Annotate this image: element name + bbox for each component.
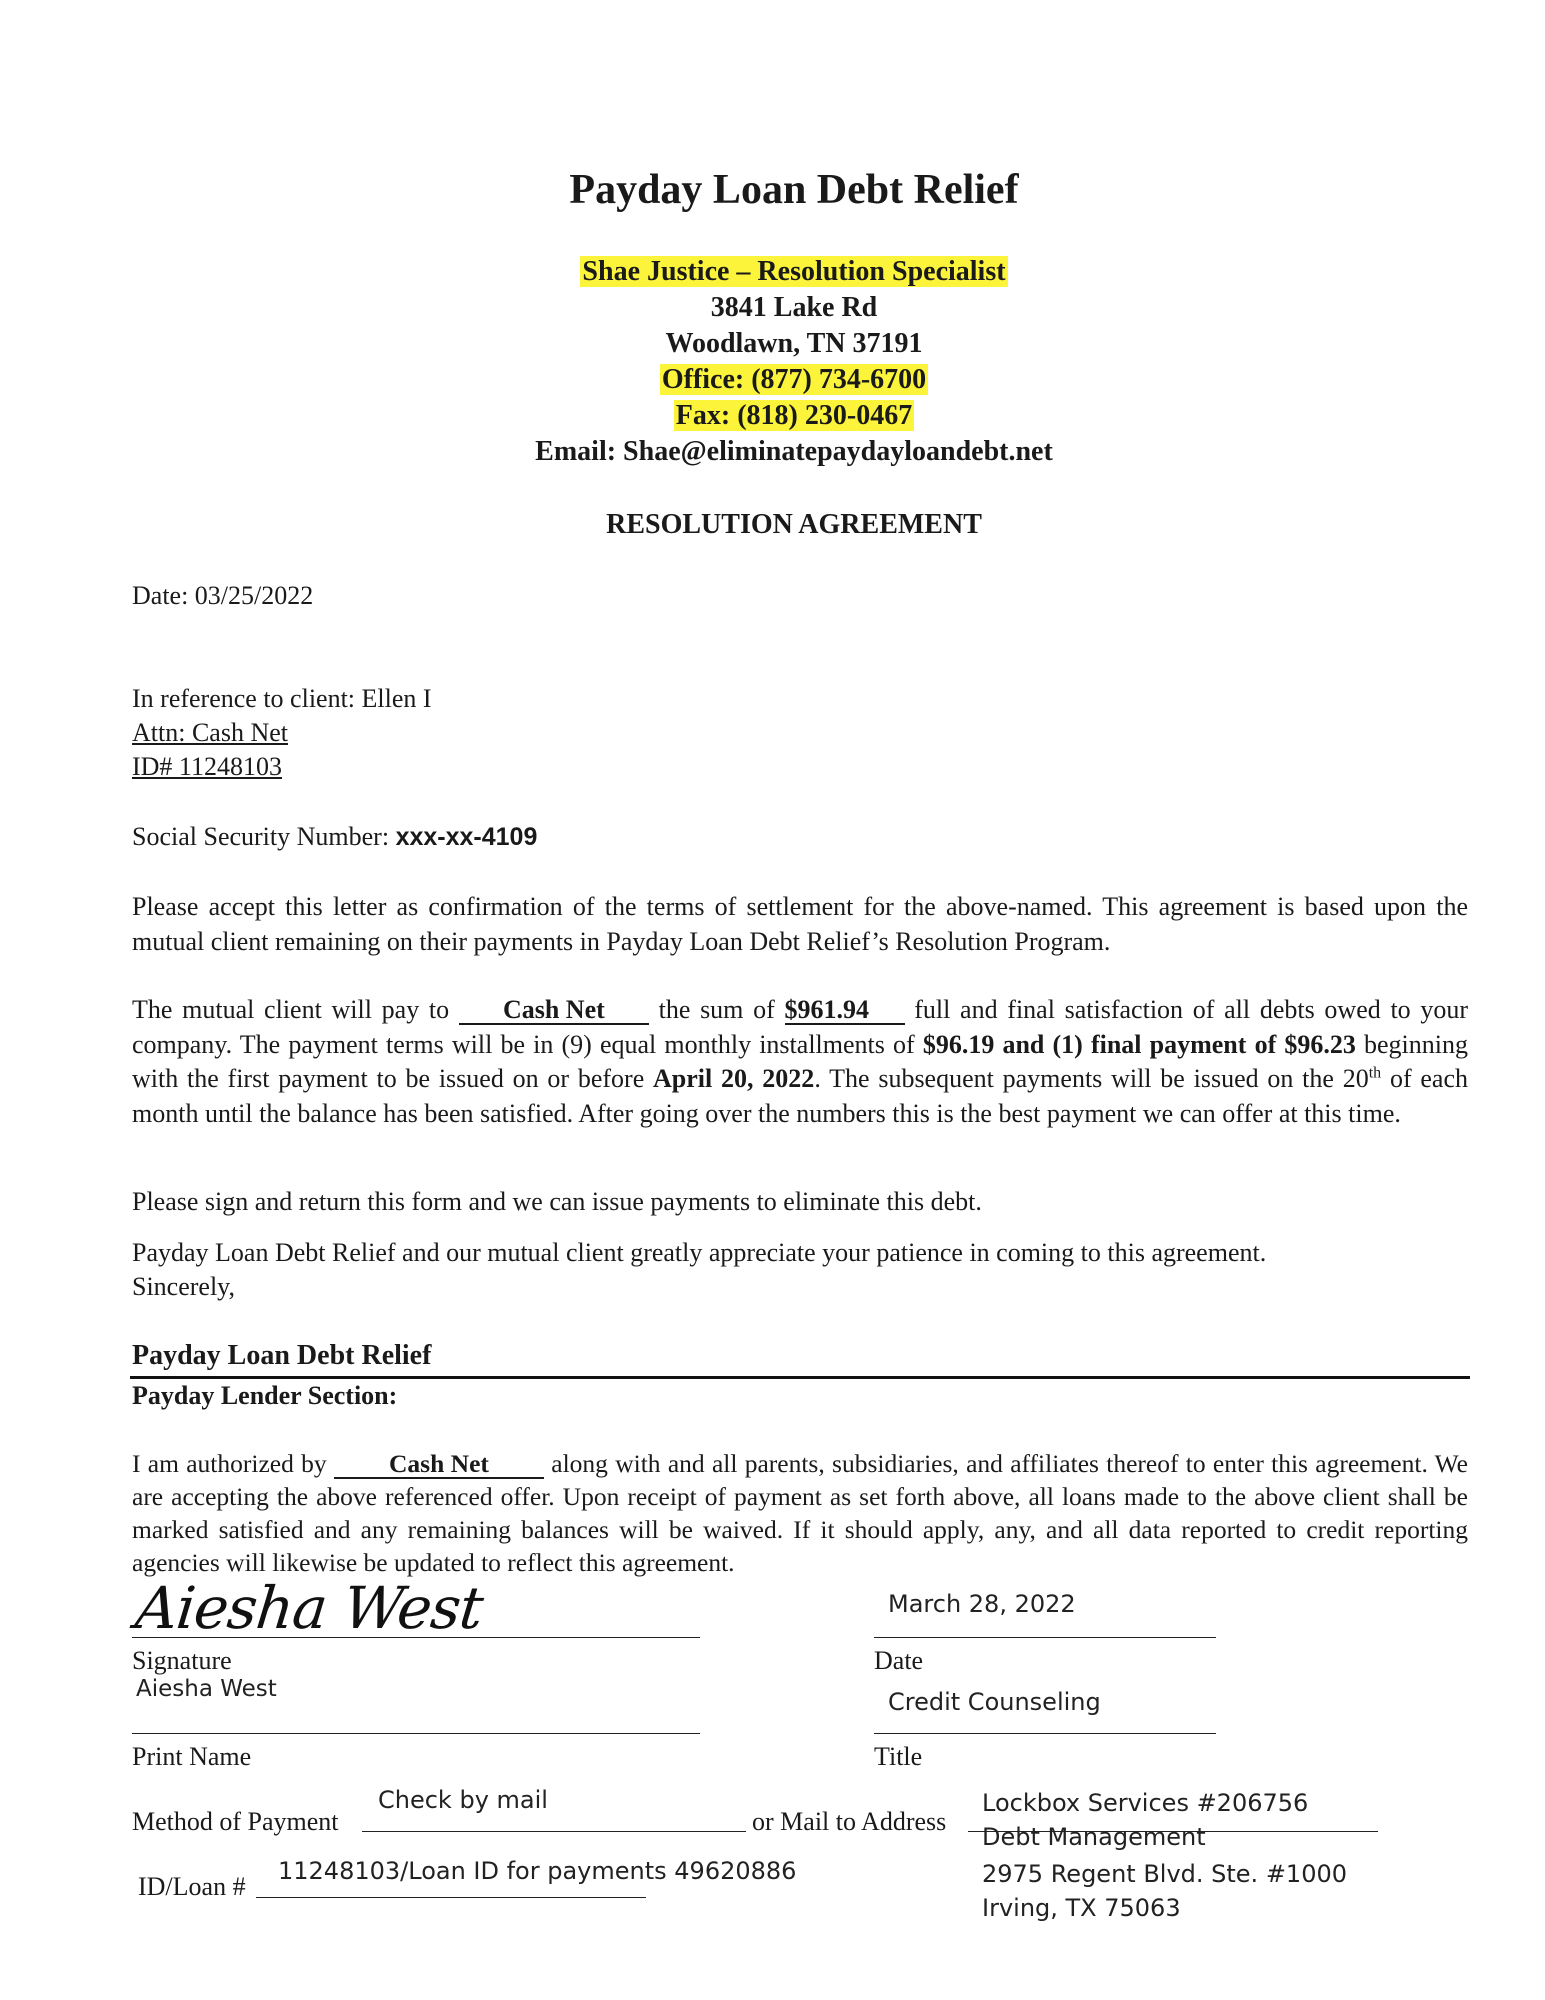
id-loan-label: ID/Loan #: [138, 1872, 246, 1901]
title-field[interactable]: Credit Counseling: [888, 1688, 1101, 1716]
method-of-payment-label: Method of Payment: [132, 1807, 339, 1836]
address-line-1: 3841 Lake Rd: [710, 292, 878, 323]
paragraph-confirmation: Please accept this letter as confirmation of the terms of settlement for the above-named. This agreement is based upon the mutual client remaining on their payments in Payday Loan Debt Relief’s Resolution Program.: [132, 892, 1468, 956]
closing: Sincerely,: [132, 1272, 235, 1301]
method-line: [362, 1831, 746, 1832]
client-reference: In reference to client: Ellen I: [132, 684, 432, 713]
mail-address-line-4[interactable]: Irving, TX 75063: [982, 1894, 1181, 1922]
lender-section-title: Payday Lender Section:: [132, 1381, 398, 1410]
company-signature: Payday Loan Debt Relief: [132, 1340, 432, 1371]
section-divider: [130, 1376, 1470, 1379]
office-phone: Office: (877) 734-6700: [661, 364, 927, 395]
signature-handwritten[interactable]: Aiesha West: [132, 1574, 486, 1642]
date-line: [874, 1637, 1216, 1638]
title-line: [874, 1733, 1216, 1734]
paragraph-appreciation: Payday Loan Debt Relief and our mutual client greatly appreciate your patience in coming to this agreement.: [132, 1238, 1267, 1267]
date-field[interactable]: March 28, 2022: [888, 1590, 1076, 1618]
client-id: ID# 11248103: [132, 752, 282, 781]
mail-to-address-label: or Mail to Address: [752, 1807, 947, 1836]
mail-address-line-3[interactable]: 2975 Regent Blvd. Ste. #1000: [982, 1860, 1348, 1888]
print-name-label: Print Name: [132, 1742, 252, 1771]
email-address: Email: Shae@eliminatepaydayloandebt.net: [535, 436, 1053, 467]
installment-terms: $96.19 and (1) final payment of $96.23: [922, 1029, 1356, 1059]
paragraph-sign-return: Please sign and return this form and we can issue payments to eliminate this debt.: [132, 1187, 982, 1216]
authorizing-company: Cash Net: [334, 1451, 544, 1479]
address-line-2: Woodlawn, TN 37191: [665, 328, 923, 359]
id-loan-field[interactable]: 11248103/Loan ID for payments 49620886: [278, 1857, 797, 1885]
paragraph-authorization: I am authorized by Cash Net along with and all parents, subsidiaries, and affiliates thereof to enter this agreement. We are accepting the above referenced offer. Upon receipt of payment as set forth above, all loans made to the above client shall be marked satisfied and any remaining balances will be waived. If it should apply, any, and all data reported to credit reporting agencies will likewise be updated to reflect this agreement.: [132, 1449, 1469, 1577]
mail-address-line-1[interactable]: Lockbox Services #206756: [982, 1789, 1309, 1817]
page-title: Payday Loan Debt Relief: [569, 167, 1019, 213]
method-of-payment-field[interactable]: Check by mail: [378, 1786, 548, 1814]
settlement-amount: $961.94: [785, 997, 905, 1025]
fax-number: Fax: (818) 230-0467: [675, 400, 913, 431]
specialist-line: Shae Justice – Resolution Specialist: [582, 256, 1006, 287]
paragraph-terms: The mutual client will pay to Cash Net the sum of $961.94 full and final satisfaction of all debts owed to your company. The payment terms will be in (9) equal monthly installments of $96.19 and (1) final payment of $96.23 beginning with the first payment to be issued on or before April 20, 2022. The subsequent payments will be issued on the 20th of each month until the balance has been satisfied. After going over the numbers this is the best payment we can offer at this time.: [132, 995, 1469, 1128]
date-label: Date: [874, 1646, 924, 1675]
ssn-line: Social Security Number: xxx-xx-4109: [132, 822, 538, 851]
print-name-line: [132, 1733, 700, 1734]
id-loan-line: [256, 1897, 646, 1898]
print-name-field[interactable]: Aiesha West: [136, 1676, 277, 1702]
title-label: Title: [874, 1742, 923, 1771]
signature-line: [132, 1637, 700, 1638]
attn-line: Attn: Cash Net: [132, 718, 288, 747]
first-payment-date: April 20, 2022: [653, 1064, 815, 1093]
creditor-name: Cash Net: [459, 997, 649, 1025]
mail-address-line-2[interactable]: Debt Management: [982, 1823, 1206, 1851]
signature-label: Signature: [132, 1646, 232, 1675]
document-date: Date: 03/25/2022: [132, 581, 314, 610]
agreement-title: RESOLUTION AGREEMENT: [606, 509, 982, 540]
ssn-value: xxx-xx-4109: [395, 823, 538, 851]
